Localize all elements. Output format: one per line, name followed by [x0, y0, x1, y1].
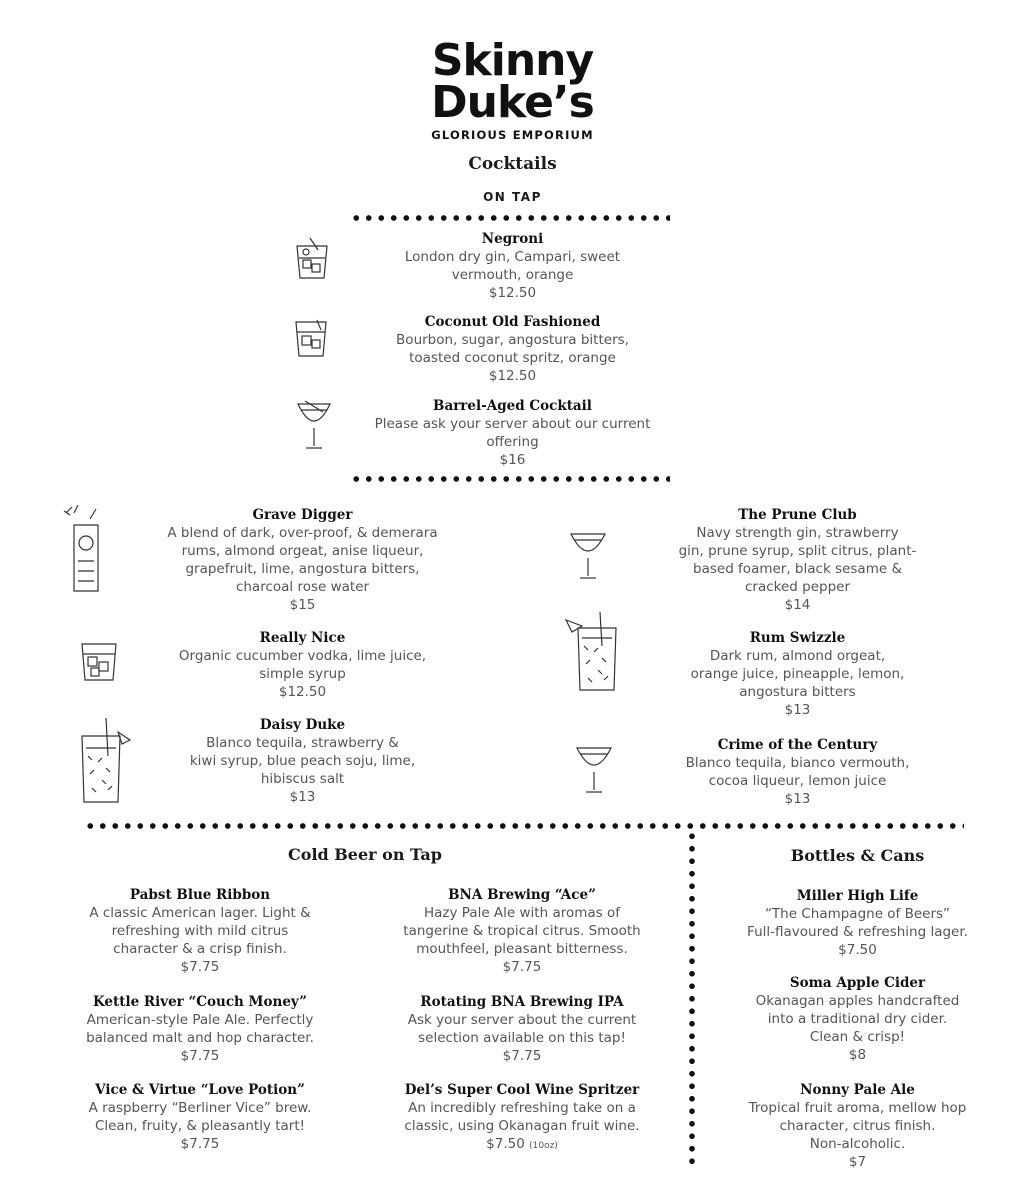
coupe-glass-icon	[568, 530, 608, 582]
beer-heading: Cold Beer on Tap	[288, 845, 442, 864]
item-price: $7.75	[180, 1048, 220, 1064]
menu-item	[130, 629, 475, 701]
menu-item	[367, 886, 677, 976]
item-description: Blanco tequila, bianco vermouth, cocoa liqueur, lemon juice	[685, 755, 910, 789]
item-name: Coconut Old Fashioned	[424, 314, 601, 330]
brand-logo	[0, 35, 1025, 142]
menu-item	[367, 1081, 677, 1155]
brand-tagline: GLORIOUS EMPORIUM	[431, 128, 594, 142]
item-name: Barrel-Aged Cocktail	[433, 398, 592, 414]
item-name: Really Nice	[259, 630, 346, 646]
item-description: Ask your server about the current selection available on this tap!	[407, 1012, 637, 1046]
menu-item	[45, 993, 355, 1065]
rocks-glass-icon	[293, 318, 329, 360]
vertical-dotted-divider	[688, 830, 696, 1170]
item-description: London dry gin, Campari, sweet vermouth, orange	[404, 249, 621, 283]
dotted-divider	[350, 475, 670, 483]
item-name: Negroni	[481, 231, 544, 247]
menu-item	[45, 886, 355, 976]
item-description: Blanco tequila, strawberry & kiwi syrup, blue peach soju, lime, hibiscus salt	[189, 735, 416, 787]
menu-item	[45, 1081, 355, 1153]
item-price: $12.50	[278, 684, 327, 700]
item-description: Navy strength gin, strawberry gin, prune syrup, split citrus, plant- based foamer, black sesame & cracked pepper	[678, 525, 917, 595]
item-price: $7.75	[502, 1048, 542, 1064]
item-description: Okanagan apples handcrafted into a traditional dry cider. Clean & crisp!	[755, 993, 960, 1045]
item-price: $12.50	[488, 368, 537, 384]
item-price	[367, 1135, 677, 1155]
menu-item	[340, 397, 685, 469]
item-name: Miller High Life	[796, 888, 919, 904]
tiki-mug-icon	[62, 505, 102, 595]
item-name: Crime of the Century	[717, 737, 878, 753]
item-description: An incredibly refreshing take on a classic, using Okanagan fruit wine.	[404, 1100, 640, 1134]
item-name: Daisy Duke	[259, 717, 346, 733]
item-name: Soma Apple Cider	[789, 975, 926, 991]
item-description: A blend of dark, over-proof, & demerara rums, almond orgeat, anise liqueur, grapefruit, lime, angostura bitters, charcoal rose water	[167, 525, 438, 595]
highball-glass-icon	[78, 716, 132, 806]
item-price: $14	[784, 597, 811, 613]
menu-item	[710, 974, 1005, 1064]
highball-glass-icon	[564, 610, 620, 694]
coupe-glass-icon	[574, 744, 614, 796]
menu-item	[625, 629, 970, 719]
menu-item	[367, 993, 677, 1065]
menu-item	[130, 506, 475, 614]
item-description: A raspberry “Berliner Vice” brew. Clean, fruity, & pleasantly tart!	[88, 1100, 312, 1134]
menu-item	[710, 1081, 1005, 1171]
item-price: $7.50	[838, 942, 877, 958]
brand-line-1: Skinny	[431, 35, 594, 86]
item-price: $16	[499, 452, 526, 468]
item-price: $15	[289, 597, 316, 613]
rocks-glass-icon	[294, 236, 330, 282]
rocks-glass-icon	[79, 638, 119, 684]
on-tap-heading: ON TAP	[483, 190, 542, 204]
item-description: Dark rum, almond orgeat, orange juice, pineapple, lemon, angostura bitters	[690, 648, 905, 700]
item-name: Pabst Blue Ribbon	[129, 887, 271, 903]
item-price: $7.75	[180, 959, 220, 975]
item-price: $13	[289, 789, 316, 805]
item-name: Rum Swizzle	[749, 630, 846, 646]
item-description: Please ask your server about our current offering	[374, 416, 651, 450]
brand-line-2: Duke’s	[431, 77, 594, 128]
coupe-glass-icon	[295, 398, 333, 452]
item-price: $12.50	[488, 285, 537, 301]
menu-item	[625, 736, 970, 808]
price-value: $7.50	[486, 1136, 525, 1152]
menu-item	[340, 313, 685, 385]
menu-item	[625, 506, 970, 614]
item-name: Nonny Pale Ale	[800, 1082, 915, 1098]
dotted-divider	[350, 214, 670, 222]
item-price: $13	[784, 702, 811, 718]
item-description: “The Champagne of Beers” Full-flavoured & refreshing lager.	[747, 906, 968, 940]
bottles-heading: Bottles & Cans	[790, 846, 925, 865]
item-price: $8	[848, 1047, 867, 1063]
item-name: Grave Digger	[252, 507, 353, 523]
cocktails-heading: Cocktails	[468, 154, 557, 174]
menu-item	[130, 716, 475, 806]
item-name: BNA Brewing “Ace”	[448, 887, 596, 903]
item-price: $7.75	[180, 1136, 220, 1152]
item-name: The Prune Club	[738, 507, 857, 523]
item-price: $13	[784, 791, 811, 807]
item-description: Bourbon, sugar, angostura bitters, toasted coconut spritz, orange	[396, 332, 629, 366]
price-unit: (10oz)	[529, 1141, 558, 1151]
item-price: $7	[848, 1154, 867, 1170]
dotted-divider	[84, 822, 964, 830]
item-name: Vice & Virtue “Love Potion”	[95, 1082, 305, 1098]
item-description: A classic American lager. Light & refreshing with mild citrus character & a crisp finish.	[89, 905, 311, 957]
item-name: Rotating BNA Brewing IPA	[420, 994, 624, 1010]
item-description: Hazy Pale Ale with aromas of tangerine & tropical citrus. Smooth mouthfeel, pleasant bitterness.	[403, 905, 641, 957]
item-description: Organic cucumber vodka, lime juice, simple syrup	[178, 648, 427, 682]
item-price: $7.75	[502, 959, 542, 975]
item-description: American-style Pale Ale. Perfectly balanced malt and hop character.	[86, 1012, 314, 1046]
item-description: Tropical fruit aroma, mellow hop character, citrus finish. Non-alcoholic.	[748, 1100, 967, 1152]
item-name: Kettle River “Couch Money”	[92, 994, 308, 1010]
item-name: Del’s Super Cool Wine Spritzer	[404, 1082, 640, 1098]
menu-item	[340, 230, 685, 302]
menu-item	[710, 887, 1005, 959]
